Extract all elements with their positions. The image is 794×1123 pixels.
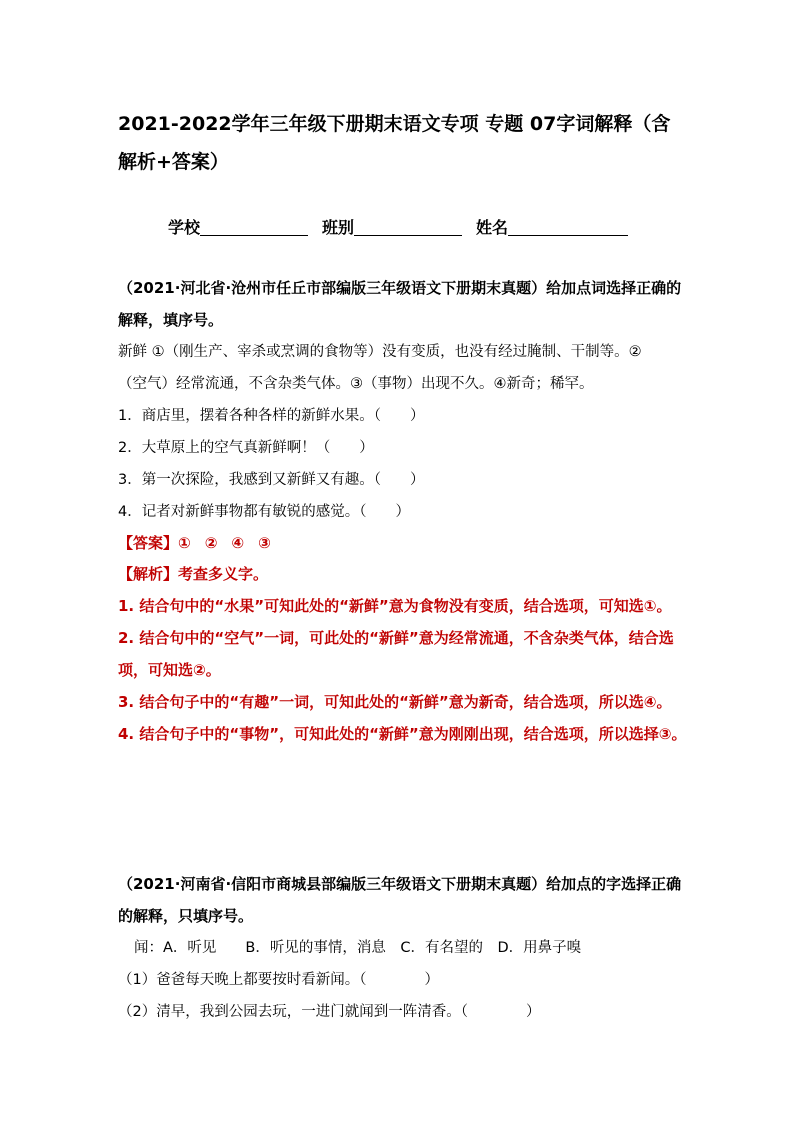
- class-label: 班别: [322, 218, 355, 237]
- analysis-label: 【解析】: [118, 565, 179, 583]
- answer-line: [118, 528, 688, 559]
- question-1-item-2: 2．大草原上的空气真新鲜啊！（ ）: [118, 440, 374, 456]
- definition-line-2: （空气）经常流通，不含杂类气体。③（事物）出现不久。④新奇；稀罕。: [118, 376, 594, 392]
- name-blank[interactable]: [508, 219, 628, 236]
- school-blank[interactable]: [200, 219, 308, 236]
- name-label: 姓名: [476, 218, 509, 237]
- answer-2: ②: [204, 534, 218, 552]
- analysis-line: [118, 559, 688, 590]
- analysis-point-1: 1. 结合句中的“水果”可知此处的“新鲜”意为食物没有变质，结合选项，可知选①。: [118, 597, 672, 615]
- analysis-point-2: 2. 结合句中的“空气”一词，可此处的“新鲜”意为经常流通，不含杂类气体，结合选项，可知选②。: [118, 629, 674, 679]
- analysis-intro: 考查多义字。: [178, 565, 269, 583]
- page-title: 2021-2022学年三年级下册期末语文专项 专题 07字词解释（含解析+答案）: [118, 113, 671, 173]
- definition-line-1: 新鲜 ①（刚生产、宰杀或烹调的食物等）没有变质，也没有经过腌制、干制等。②: [118, 344, 642, 360]
- analysis-point-3: 3. 结合句子中的“有趣”一词，可知此处的“新鲜”意为新奇，结合选项，所以选④。: [118, 693, 672, 711]
- question-2: [118, 868, 688, 1028]
- answer-4: ③: [258, 534, 271, 552]
- analysis-point-4: 4. 结合句子中的“事物”，可知此处的“新鲜”意为刚刚出现，结合选项，所以选择③。: [118, 725, 687, 743]
- question-2-heading: （2021·河南省·信阳市商城县部编版三年级语文下册期末真题）给加点的字选择正确的解释，只填序号。: [118, 875, 682, 925]
- answer-label: 【答案】: [118, 534, 179, 552]
- student-info-line: [168, 215, 642, 238]
- school-label: 学校: [168, 218, 201, 237]
- question-1-item-4: 4．记者对新鲜事物都有敏锐的感觉。（ ）: [118, 504, 410, 520]
- class-blank[interactable]: [354, 219, 462, 236]
- question-1-heading: （2021·河北省·沧州市任丘市部编版三年级语文下册期末真题）给加点词选择正确的解释，填序号。: [118, 279, 682, 329]
- question-2-item-1: （1）爸爸每天晚上都要按时看新闻。（ ）: [118, 972, 439, 988]
- question-2-options: 闻：A．听见 B．听见的事情，消息 C．有名望的 D．用鼻子嗅: [134, 940, 582, 956]
- question-1-item-3: 3．第一次探险，我感到又新鲜又有趣。（ ）: [118, 472, 425, 488]
- question-1-item-1: 1．商店里，摆着各种各样的新鲜水果。（ ）: [118, 408, 425, 424]
- answer-3: ④: [231, 534, 245, 552]
- question-2-item-2: （2）清早，我到公园去玩，一进门就闻到一阵清香。（ ）: [118, 1004, 541, 1020]
- question-1: [118, 272, 688, 750]
- answer-1: ①: [178, 534, 191, 552]
